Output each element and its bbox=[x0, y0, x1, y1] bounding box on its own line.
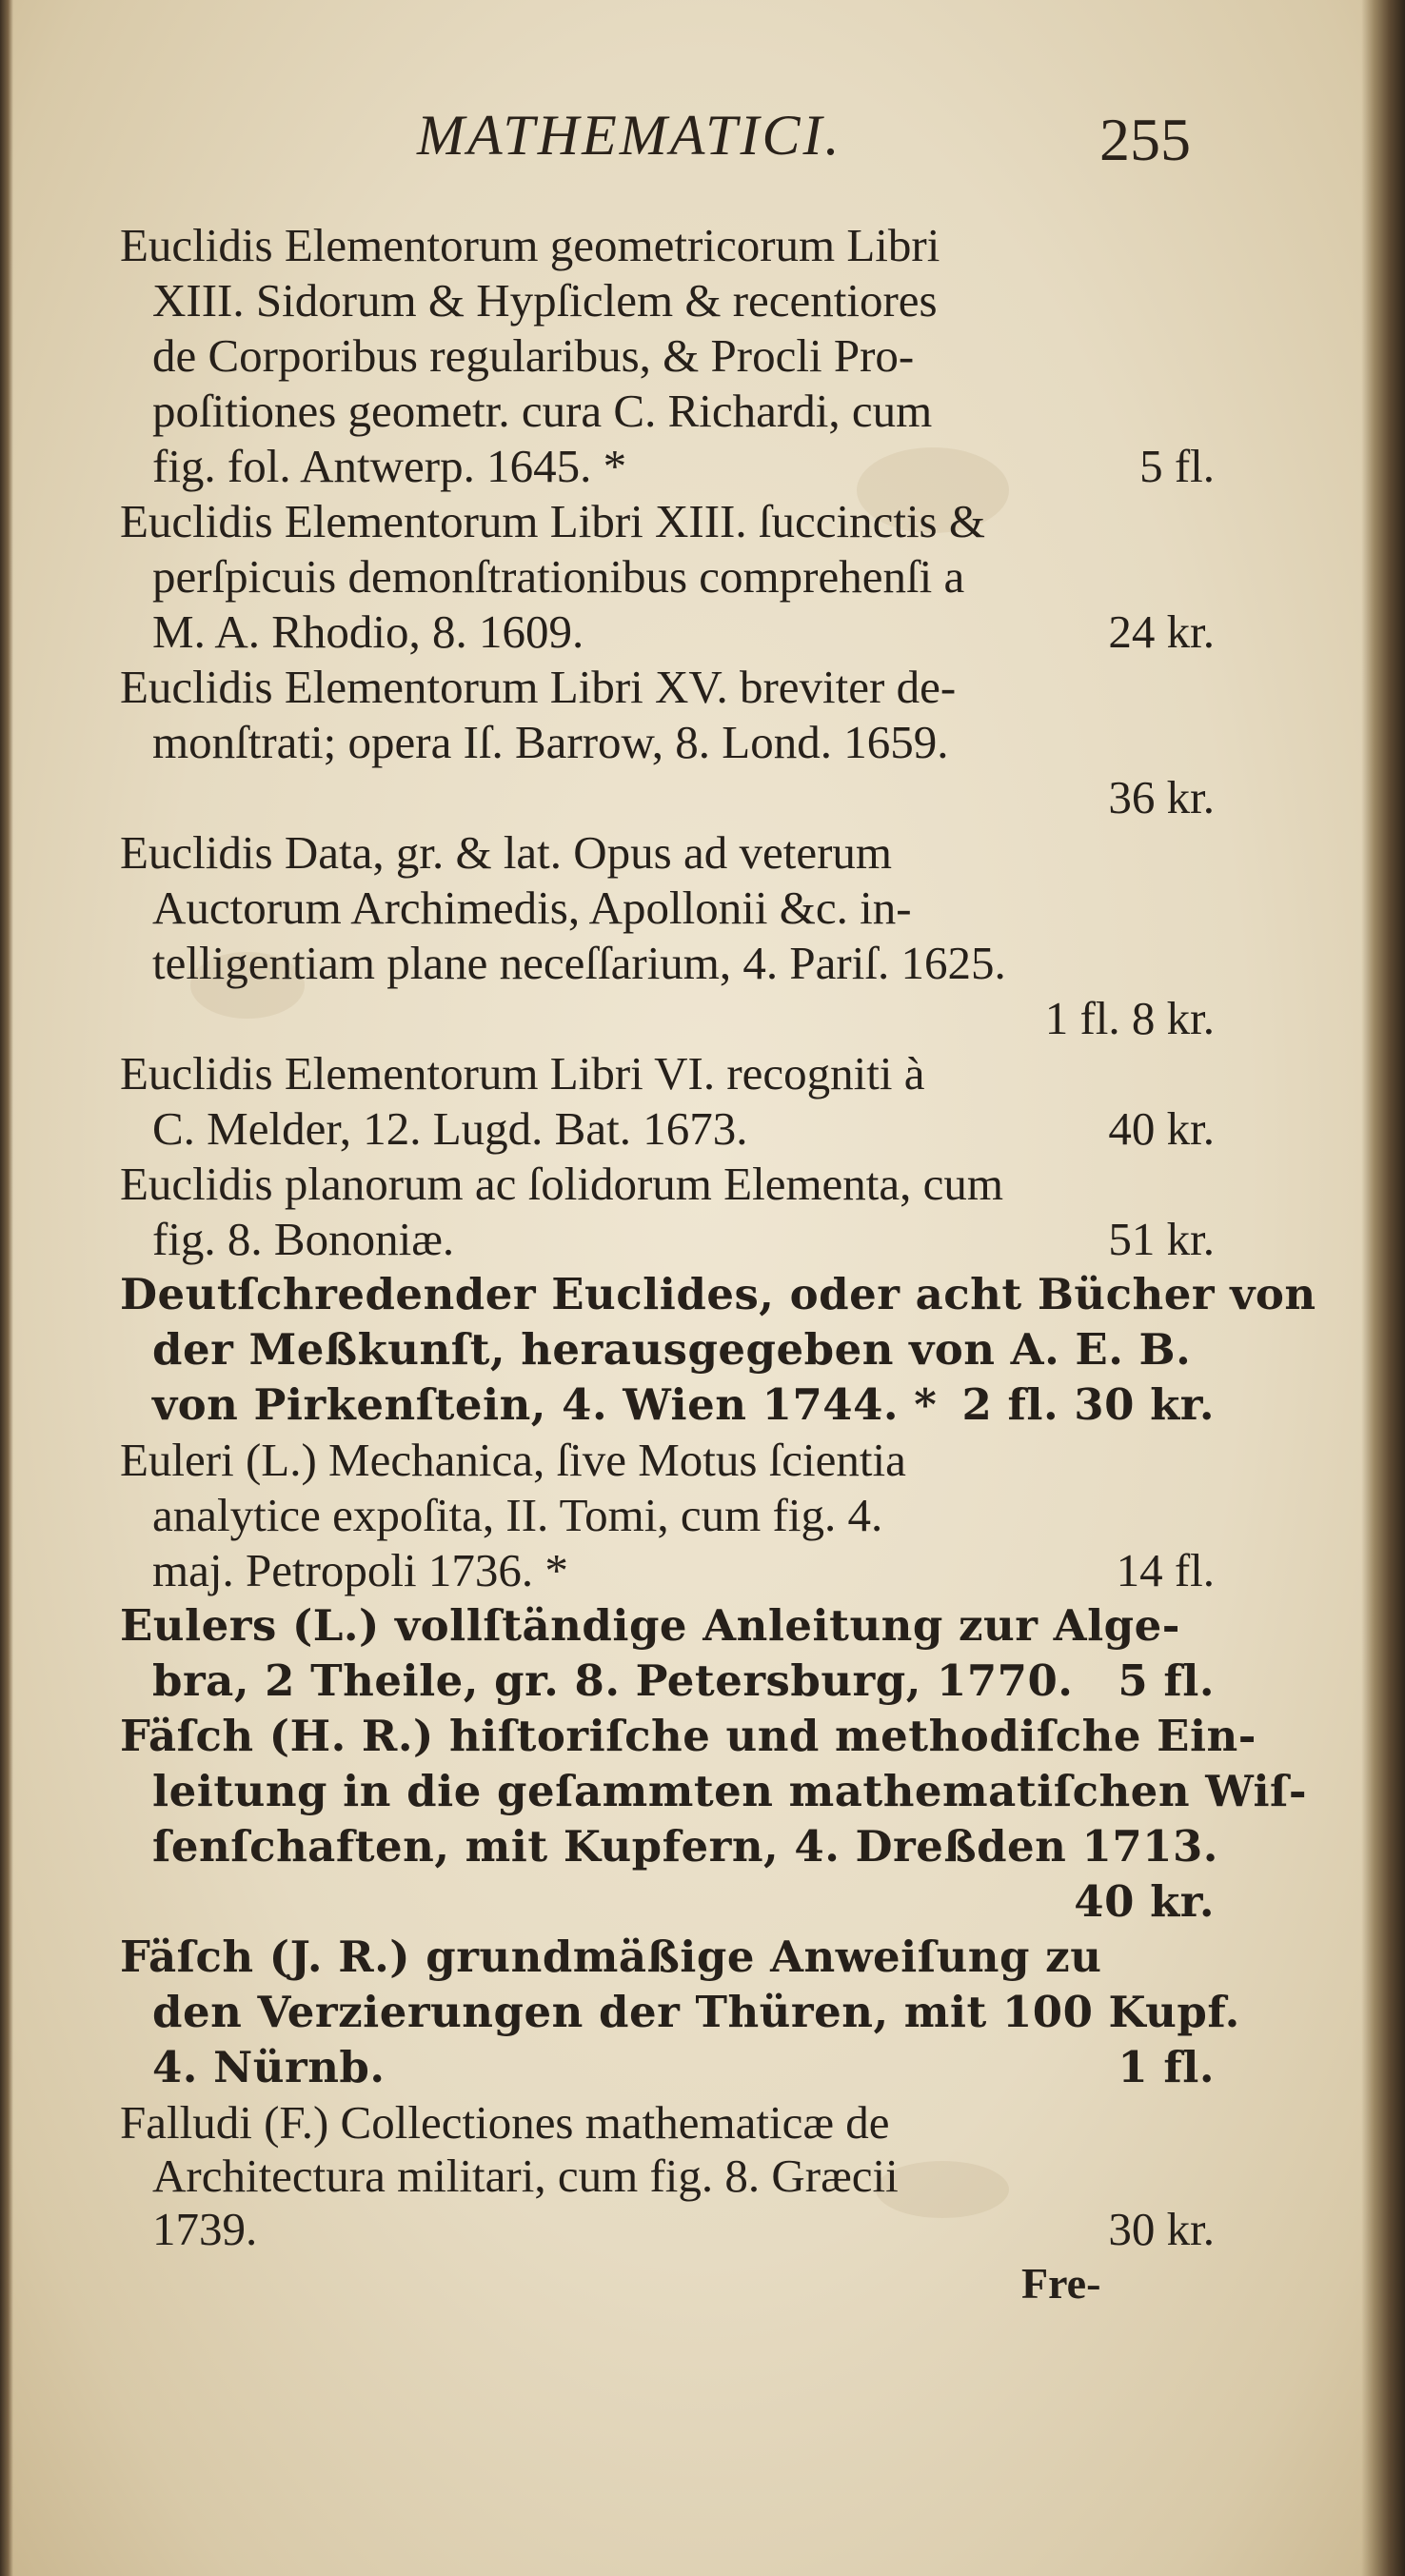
entry-line: Euclidis planorum ac ſolidorum Elementa, cum bbox=[120, 1158, 1004, 1210]
entry-line: Euleri (L.) Mechanica, ſive Motus ſcientia bbox=[120, 1434, 906, 1486]
entry-line: M. A. Rhodio, 8. 1609. bbox=[152, 605, 584, 658]
entry-price: 5 fl. bbox=[1139, 440, 1215, 492]
entry-price: 30 kr. bbox=[1108, 2203, 1215, 2255]
entry-line: telligentiam plane neceſſarium, 4. Pariſ. 1625. bbox=[152, 937, 1006, 989]
entry-price: 2 fl. 30 kr. bbox=[961, 1379, 1215, 1430]
entry-line: analytice expoſita, II. Tomi, cum fig. 4. bbox=[152, 1489, 883, 1541]
entry-line: fig. 8. Bononiæ. bbox=[152, 1213, 455, 1265]
entry-line: Eulers (L.) vollſtändige Anleitung zur Alge- bbox=[120, 1600, 1180, 1651]
entry-line: Euclidis Elementorum Libri XIII. ſuccinctis & bbox=[120, 495, 985, 547]
entry-line: poſitiones geometr. cura C. Richardi, cum bbox=[152, 385, 933, 437]
entry-line: fig. fol. Antwerp. 1645. * bbox=[152, 440, 627, 492]
entry-price: 36 kr. bbox=[1108, 771, 1215, 823]
entry-line: Architectura militari, cum fig. 8. Græcii bbox=[152, 2150, 899, 2202]
entry-line: maj. Petropoli 1736. * bbox=[152, 1544, 568, 1596]
entry-line: C. Melder, 12. Lugd. Bat. 1673. bbox=[152, 1102, 748, 1155]
entry-price: 1 fl. 8 kr. bbox=[1044, 992, 1215, 1044]
entry-line: Auctorum Archimedis, Apollonii &c. in- bbox=[152, 882, 912, 934]
entry-line: von Pirkenſtein, 4. Wien 1744. * bbox=[152, 1379, 938, 1430]
entry-line: Fäſch (H. R.) hiſtoriſche und methodiſche Ein- bbox=[120, 1711, 1257, 1761]
entry-price: 40 kr. bbox=[1074, 1876, 1215, 1927]
running-title: MATHEMATICI. bbox=[417, 104, 842, 167]
entry-line: Euclidis Elementorum Libri XV. breviter de- bbox=[120, 661, 957, 713]
entry-price: 14 fl. bbox=[1116, 1544, 1215, 1596]
entry-line: leitung in die geſammten mathematiſchen Wiſ- bbox=[152, 1766, 1308, 1816]
catchword: Fre- bbox=[1021, 2259, 1101, 2308]
entry-line: Euclidis Elementorum geometricorum Libri bbox=[120, 219, 940, 271]
entry-line: Fäſch (J. R.) grundmäßige Anweiſung zu bbox=[120, 1932, 1102, 1982]
entry-price: 1 fl. bbox=[1118, 2042, 1215, 2092]
entry-price: 24 kr. bbox=[1108, 605, 1215, 658]
entry-price: 40 kr. bbox=[1108, 1102, 1215, 1155]
entry-line: XIII. Sidorum & Hypſiclem & recentiores bbox=[152, 274, 938, 327]
entry-line: bra, 2 Theile, gr. 8. Petersburg, 1770. bbox=[152, 1655, 1074, 1706]
entry-line: Falludi (F.) Collectiones mathematicæ de bbox=[120, 2096, 890, 2149]
entry-line: Deutſchredender Euclides, oder acht Bücher von bbox=[120, 1269, 1316, 1319]
entry-line: Euclidis Elementorum Libri VI. recogniti à bbox=[120, 1047, 925, 1100]
entry-line: 4. Nürnb. bbox=[152, 2042, 386, 2092]
entry-line: 1739. bbox=[152, 2203, 258, 2255]
entry-line: den Verzierungen der Thüren, mit 100 Kupf. bbox=[152, 1987, 1240, 2037]
page-number: 255 bbox=[1099, 106, 1191, 173]
entry-line: perſpicuis demonſtrationibus comprehenſi a bbox=[152, 550, 965, 603]
entry-price: 51 kr. bbox=[1108, 1213, 1215, 1265]
entry-line: der Meßkunſt, herausgegeben von A. E. B. bbox=[152, 1324, 1192, 1375]
entry-line: Euclidis Data, gr. & lat. Opus ad veterum bbox=[120, 826, 893, 879]
entry-line: ſenſchaften, mit Kupfern, 4. Dreßden 1713. bbox=[152, 1821, 1218, 1872]
entry-price: 5 fl. bbox=[1118, 1655, 1215, 1706]
entry-line: monſtrati; opera Iſ. Barrow, 8. Lond. 1659. bbox=[152, 716, 949, 768]
entry-line: de Corporibus regularibus, & Procli Pro- bbox=[152, 329, 915, 382]
